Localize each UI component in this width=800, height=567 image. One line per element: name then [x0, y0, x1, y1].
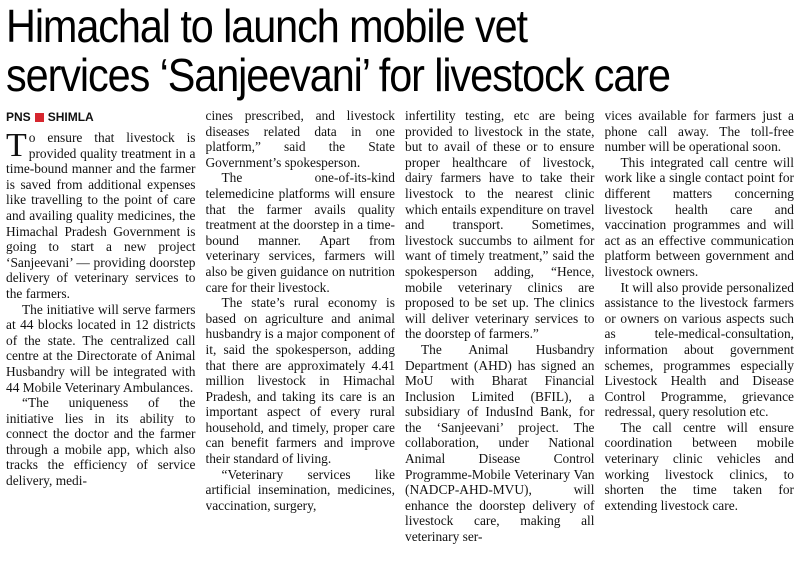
paragraph: The one-of-its-kind telemedicine platforms will ensure that the farmer avails quality treatment at the doorstep in a time-bound manner. Apart from veterinary services, farmers will also be given guidance on nutrition care for their livestock. — [205, 170, 395, 295]
red-square-icon — [35, 113, 44, 122]
paragraph: The state’s rural economy is based on agriculture and animal husbandry is a major component of it, said the spokesperson, adding that there are approximately 4.41 million livestock in Himachal Pradesh, and taking its care is an important aspect of every rural household, and timely, proper care can benefit farmers and improve their standard of living. — [205, 295, 395, 467]
byline-agency: PNS — [6, 110, 31, 124]
headline — [6, 0, 798, 100]
paragraph: The Animal Husbandry Department (AHD) has signed an MoU with Bharat Financial Inclusion Limited (BFIL), a subsidiary of IndusInd Bank, for the ‘Sanjeevani’ project. The collaboration, under National Animal Disease Control Programme-Mobile Veterinary Van (NADCP-AHD-MVU), will enhance the doorstep delivery of livestock care, making all veterinary ser- — [405, 341, 595, 545]
article-columns — [6, 108, 794, 565]
column-3 — [405, 108, 595, 565]
paragraph: infertility testing, etc are being provided to livestock in the state, but to avail of these or to ensure proper healthcare of livestock, dairy farmers have to take their livestock to the nearest clinic which entails expenditure on travel and transport. Sometimes, livestock succumbs to ailment for want of timely treatment,” said the spokesperson adding, “Hence, mobile veterinary clinics are proposed to be set up. The clinics will deliver veterinary services to the doorstep of farmers.” — [405, 108, 595, 342]
paragraph — [6, 127, 196, 302]
column-4 — [605, 108, 795, 565]
paragraph: The call centre will ensure coordination between mobile veterinary clinic vehicles and working livestock clinics, to shorten the time taken for extending livestock care. — [604, 419, 794, 513]
headline-line-1: Himachal to launch mobile vet — [6, 0, 527, 52]
paragraph: The initiative will serve farmers at 44 blocks located in 12 districts of the state. The centralized call centre at the Directorate of Animal Husbandry will be integrated with 44 Mobile Veterinary Ambulances. — [6, 301, 196, 395]
column-2 — [206, 108, 396, 565]
byline — [6, 110, 94, 124]
paragraph: “The uniqueness of the initiative lies in its ability to connect the doctor and the farmer through a mobile app, which also tracks the efficiency of service delivery, medi- — [6, 395, 196, 489]
paragraph: “Veterinary services like artificial insemination, medicines, vaccination, surgery, — [205, 466, 395, 513]
paragraph: This integrated call centre will work like a single contact point for different matters concerning livestock health care and vaccination programmes and will act as an effective communication platform between government and livestock owners. — [604, 154, 794, 279]
byline-place: SHIMLA — [47, 110, 94, 124]
paragraph: vices available for farmers just a phone call away. The toll-free number will be operational soon. — [604, 108, 794, 155]
paragraph: cines prescribed, and livestock diseases related data in one platform,” said the State Government’s spokesperson. — [205, 108, 395, 170]
column-1 — [6, 108, 196, 565]
paragraph: It will also provide personalized assistance to the livestock farmers or owners on various aspects such as tele-medical-consultation, information about government schemes, programmes especially Livestock Health and Disease Control Programme, grievance redressal, query resolution etc. — [604, 279, 794, 420]
headline-line-2: services ‘Sanjeevani’ for livestock care — [6, 49, 670, 101]
paragraph-text: o ensure that livestock is provided quality treatment in a time-bound manner and the farmer is saved from additional expenses like travelling to the point of care and availing quality medicines, the Himachal Pradesh Government is going to start a new project ‘Sanjeevani’ — providing doorstep delivery of veterinary services to the farmers. — [6, 130, 196, 301]
drop-cap: T — [6, 127, 27, 164]
